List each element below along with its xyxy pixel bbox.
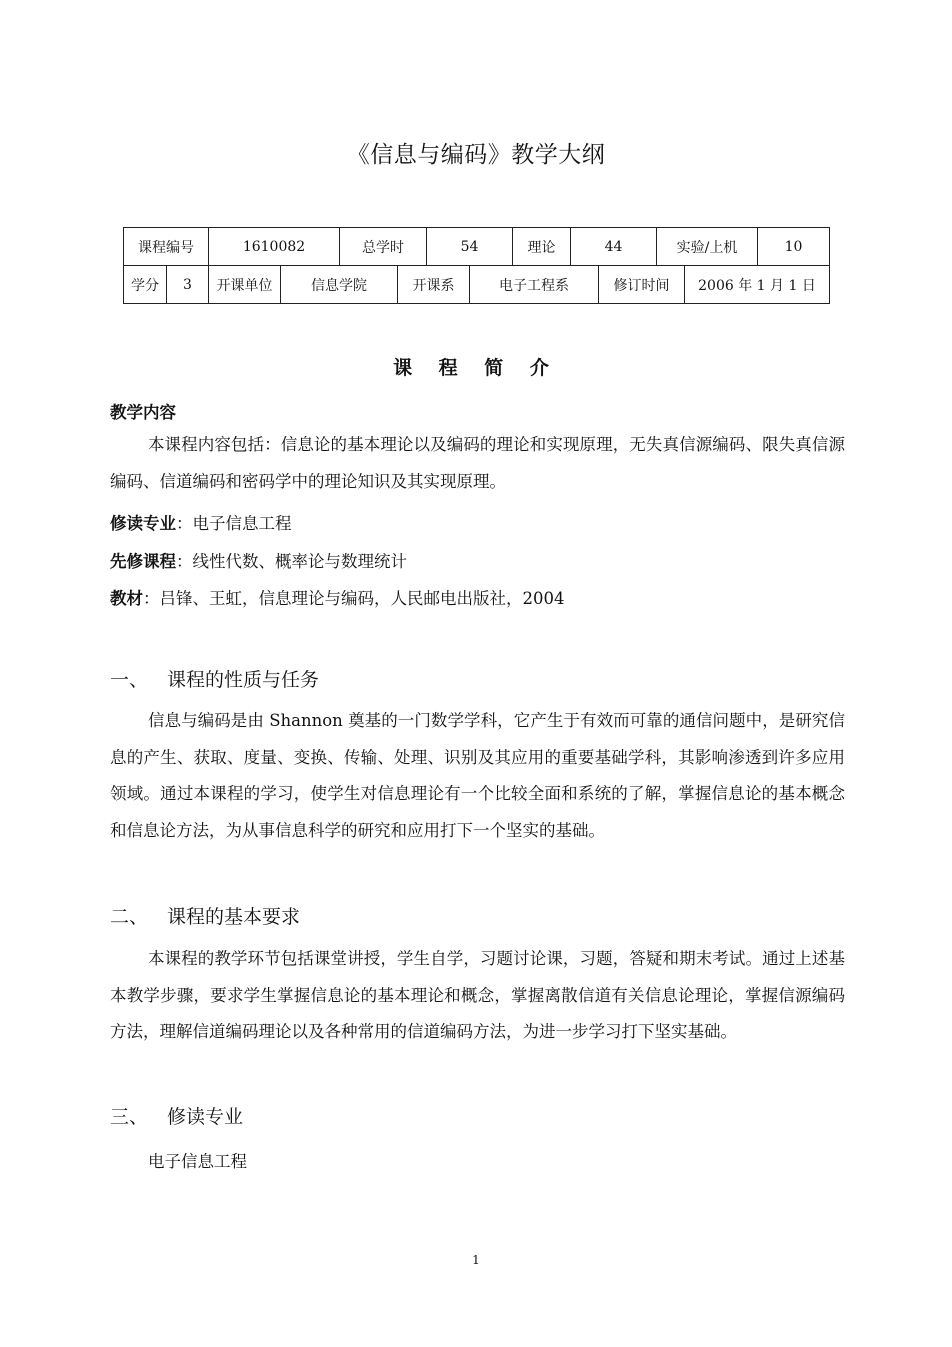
section-3-title: 修读专业 — [167, 1106, 244, 1128]
section-1-number: 一、 — [110, 669, 149, 691]
total-hours-label: 总学时 — [340, 228, 427, 266]
course-code-label: 课程编号 — [124, 228, 209, 266]
prereq-line — [110, 548, 407, 572]
course-info-row-2 — [123, 265, 830, 304]
offering-unit-value: 信息学院 — [281, 266, 398, 304]
section-2-title: 课程的基本要求 — [167, 906, 301, 928]
section-2-heading — [110, 902, 300, 929]
theory-hours-value: 44 — [571, 228, 657, 266]
theory-hours-label: 理论 — [513, 228, 571, 266]
section-3-text: 电子信息工程 — [148, 1152, 247, 1171]
textbook-label: 教材 — [110, 589, 143, 608]
document-title: 《信息与编码》教学大纲 — [346, 142, 606, 168]
department-value: 电子工程系 — [470, 266, 599, 304]
section-2-number: 二、 — [110, 906, 149, 928]
credits-value: 3 — [167, 266, 209, 304]
credits-label: 学分 — [124, 266, 167, 304]
course-info-row-1 — [123, 227, 830, 266]
section-1-heading — [110, 665, 319, 692]
section-1-title: 课程的性质与任务 — [167, 669, 320, 691]
total-hours-value: 54 — [427, 228, 513, 266]
department-label: 开课系 — [398, 266, 470, 304]
revision-date-value: 2006 年 1 月 1 日 — [685, 266, 830, 304]
major-line — [110, 510, 292, 534]
intro-heading: 课 程 简 介 — [393, 357, 559, 379]
prereq-value: ：线性代数、概率论与数理统计 — [176, 552, 407, 571]
section-3-number: 三、 — [110, 1106, 149, 1128]
prereq-label: 先修课程 — [110, 552, 176, 571]
revision-date-label: 修订时间 — [599, 266, 685, 304]
textbook-value: ：吕锋、王虹，信息理论与编码，人民邮电出版社，2004 — [143, 589, 565, 608]
section-1-text: 信息与编码是由 Shannon 奠基的一门数学学科，它产生于有效而可靠的通信问题中，是研究信息的产生、获取、度量、变换、传输、处理、识别及其应用的重要基础学科，其影响渗透到许多应用领域。通过本课程的学习，使学生对信息理论有一个比较全面和系统的了解，掌握信息论的基本概念和信息论方法，为从事信息科学的研究和应用打下一个坚实的基础。 — [110, 711, 845, 841]
lab-hours-value: 10 — [758, 228, 830, 266]
content-label: 教学内容 — [110, 403, 176, 422]
course-code-value: 1610082 — [209, 228, 340, 266]
lab-hours-label: 实验/上机 — [657, 228, 758, 266]
section-3-heading — [110, 1102, 243, 1129]
major-label: 修读专业 — [110, 514, 176, 533]
section-2-text: 本课程的教学环节包括课堂讲授，学生自学，习题讨论课，习题，答疑和期末考试。通过上述基本教学步骤，要求学生掌握信息论的基本理论和概念，掌握离散信道有关信息论理论，掌握信源编码方法，理解信道编码理论以及各种常用的信道编码方法，为进一步学习打下坚实基础。 — [110, 949, 845, 1042]
textbook-line — [110, 585, 565, 609]
offering-unit-label: 开课单位 — [209, 266, 281, 304]
major-value: ：电子信息工程 — [176, 514, 292, 533]
content-text: 本课程内容包括：信息论的基本理论以及编码的理论和实现原理，无失真信源编码、限失真信源编码、信道编码和密码学中的理论知识及其实现原理。 — [110, 435, 845, 491]
page-number: 1 — [472, 1253, 480, 1267]
